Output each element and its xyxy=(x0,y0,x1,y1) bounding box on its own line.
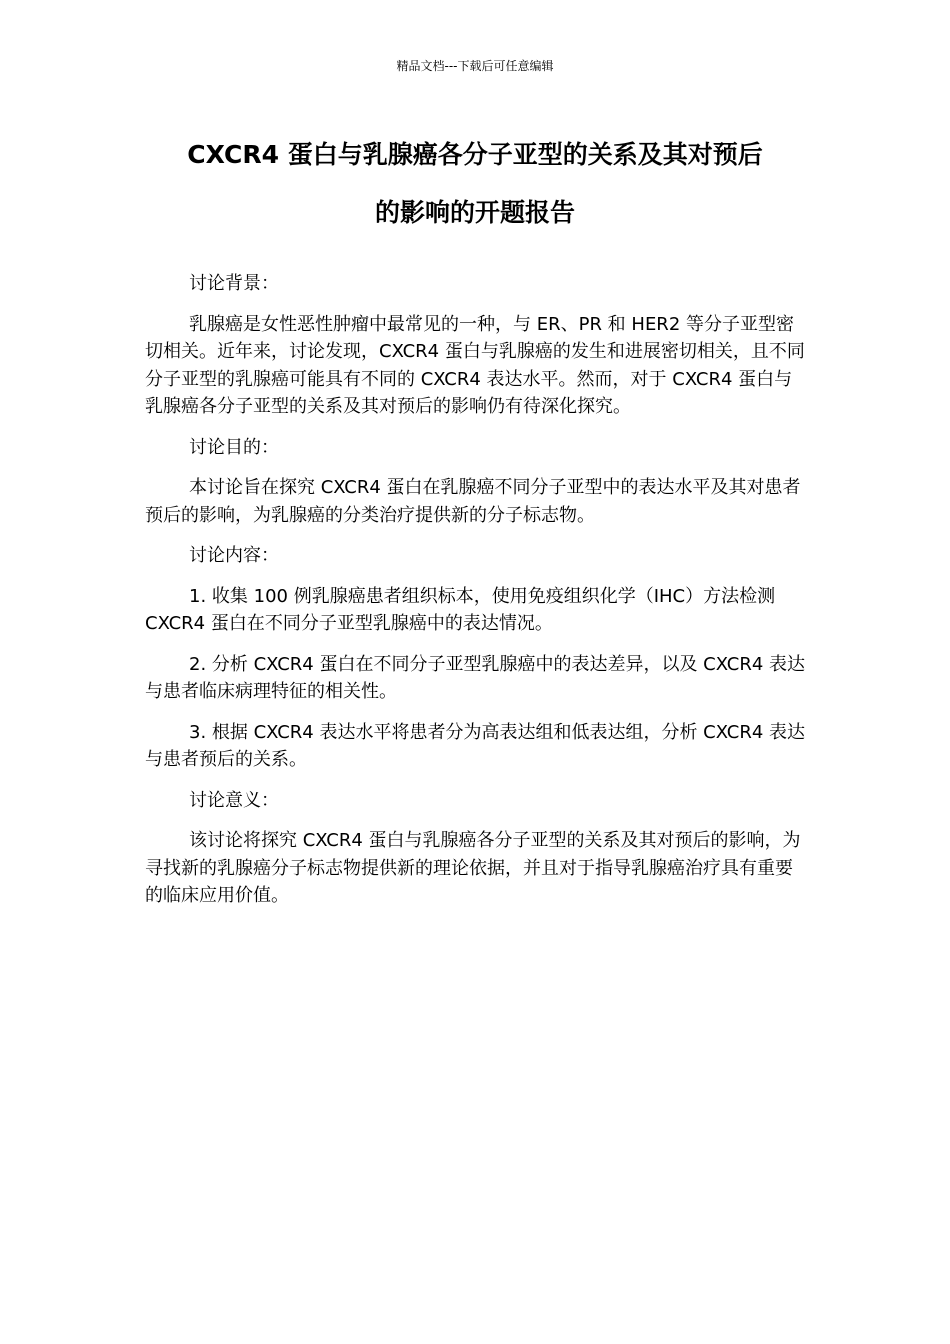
paragraph-background: 乳腺癌是女性恶性肿瘤中最常见的一种，与 ER、PR 和 HER2 等分子亚型密切相关。近年来，讨论发现，CXCR4 蛋白与乳腺癌的发生和进展密切相关，且不同分子亚型的乳腺癌可能具有不同的 CXCR4 表达水平。然而，对于 CXCR4 蛋白与乳腺癌各分子亚型的关系及其对预后的影响仍有待深化探究。 xyxy=(145,313,805,417)
section-heading-purpose: 讨论目的： xyxy=(189,436,279,458)
title-line-2: 的影响的开题报告 xyxy=(374,198,575,227)
title-line-1: CXCR4 蛋白与乳腺癌各分子亚型的关系及其对预后 xyxy=(187,140,763,169)
document-title xyxy=(120,136,830,232)
content-item-3: 3. 根据 CXCR4 表达水平将患者分为高表达组和低表达组，分析 CXCR4 表达与患者预后的关系。 xyxy=(145,721,806,770)
paragraph-purpose: 本讨论旨在探究 CXCR4 蛋白在乳腺癌不同分子亚型中的表达水平及其对患者预后的影响，为乳腺癌的分类治疗提供新的分子标志物。 xyxy=(145,477,801,526)
section-heading-significance: 讨论意义： xyxy=(189,789,279,811)
content-item-1: 1. 收集 100 例乳腺癌患者组织标本，使用免疫组织化学（IHC）方法检测 CXCR4 蛋白在不同分子亚型乳腺癌中的表达情况。 xyxy=(145,585,776,634)
paragraph-significance: 该讨论将探究 CXCR4 蛋白与乳腺癌各分子亚型的关系及其对预后的影响，为寻找新的乳腺癌分子标志物提供新的理论依据，并且对于指导乳腺癌治疗具有重要的临床应用价值。 xyxy=(145,830,801,906)
document-body xyxy=(145,270,810,923)
section-heading-background: 讨论背景： xyxy=(189,273,279,294)
section-heading-content: 讨论内容： xyxy=(189,545,279,566)
page-header: 精品文档---下载后可任意编辑 xyxy=(396,59,554,73)
content-item-2: 2. 分析 CXCR4 蛋白在不同分子亚型乳腺癌中的表达差异，以及 CXCR4 表达与患者临床病理特征的相关性。 xyxy=(145,653,806,702)
